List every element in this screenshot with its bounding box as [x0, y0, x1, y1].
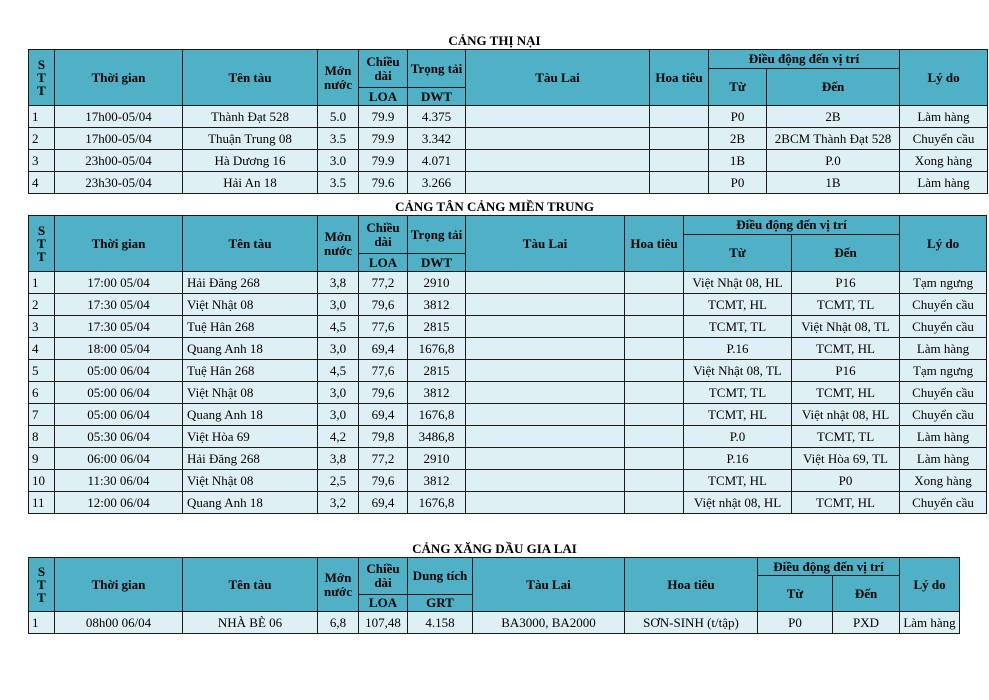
- cell-stt: 1: [29, 106, 55, 128]
- cell-time: 06:00 06/04: [55, 448, 183, 470]
- cell-ship-name: Quang Anh 18: [183, 338, 318, 360]
- cell-stt: 4: [29, 338, 55, 360]
- cell-loa: 79.9: [359, 128, 408, 150]
- header-capacity-unit: DWT: [408, 254, 466, 272]
- table-row: [29, 612, 960, 634]
- cell-to: TCMT, HL: [792, 492, 900, 514]
- header-time: Thời gian: [55, 50, 183, 106]
- cell-capacity: 1676,8: [408, 404, 466, 426]
- header-to: Đến: [833, 576, 900, 612]
- table-row: [29, 492, 987, 514]
- cell-from: 2B: [709, 128, 767, 150]
- cell-from: TCMT, HL: [684, 470, 792, 492]
- cell-loa: 69,4: [359, 338, 408, 360]
- table-row: [29, 360, 987, 382]
- cell-reason: Chuyển cầu: [900, 128, 988, 150]
- cell-tug: [466, 172, 650, 194]
- cell-reason: Chuyển cầu: [900, 382, 987, 404]
- cell-ship-name: Việt Hòa 69: [183, 426, 318, 448]
- cell-from: P0: [758, 612, 833, 634]
- cell-ship-name: Quang Anh 18: [183, 492, 318, 514]
- header-from: Từ: [684, 235, 792, 272]
- cell-reason: Làm hàng: [900, 338, 987, 360]
- header-tug: Tàu Lai: [473, 558, 625, 612]
- cell-reason: Chuyển cầu: [900, 404, 987, 426]
- cell-time: 11:30 06/04: [55, 470, 183, 492]
- cell-reason: Chuyển cầu: [900, 294, 987, 316]
- cell-draft: 3,0: [318, 404, 359, 426]
- header-length: Chiều dài: [359, 216, 408, 254]
- cell-stt: 6: [29, 382, 55, 404]
- cell-pilot: [625, 272, 684, 294]
- cell-loa: 79,6: [359, 294, 408, 316]
- cell-from: Việt Nhật 08, TL: [684, 360, 792, 382]
- cell-draft: 3,0: [318, 294, 359, 316]
- header-ship-name: Tên tàu: [183, 50, 318, 106]
- cell-loa: 79.9: [359, 150, 408, 172]
- cell-loa: 77,6: [359, 316, 408, 338]
- cell-capacity: 2815: [408, 316, 466, 338]
- cell-to: PXD: [833, 612, 900, 634]
- header-length-unit: LOA: [359, 595, 408, 612]
- table-row: [29, 470, 987, 492]
- header-stt: S T T: [29, 558, 55, 612]
- cell-capacity: 3812: [408, 470, 466, 492]
- cell-draft: 3.5: [318, 128, 359, 150]
- cell-tug: [466, 448, 625, 470]
- cell-from: TCMT, HL: [684, 294, 792, 316]
- table-row: [29, 316, 987, 338]
- cell-tug: [466, 272, 625, 294]
- cell-reason: Tạm ngưng: [900, 272, 987, 294]
- table-row: [29, 272, 987, 294]
- header-length: Chiều dài: [359, 558, 408, 595]
- cell-reason: Làm hàng: [900, 612, 960, 634]
- cell-reason: Tạm ngưng: [900, 360, 987, 382]
- cell-pilot: [625, 492, 684, 514]
- cell-pilot: SƠN-SINH (t/tập): [625, 612, 758, 634]
- table-row: [29, 150, 988, 172]
- table-row: [29, 382, 987, 404]
- header-stt: S T T: [29, 50, 55, 106]
- header-draft: Mớn nước: [318, 50, 359, 106]
- cell-ship-name: Thuận Trung 08: [183, 128, 318, 150]
- cell-ship-name: Quang Anh 18: [183, 404, 318, 426]
- cell-to: TCMT, HL: [792, 382, 900, 404]
- cell-capacity: 3812: [408, 382, 466, 404]
- header-move-position: Điều động đến vị trí: [758, 558, 900, 576]
- section-title-xang-dau-gia-lai: CẢNG XĂNG DẦU GIA LAI: [412, 541, 577, 556]
- cell-tug: [466, 492, 625, 514]
- cell-to: P.0: [767, 150, 900, 172]
- cell-to: P16: [792, 272, 900, 294]
- cell-draft: 3,8: [318, 448, 359, 470]
- cell-to: P0: [792, 470, 900, 492]
- cell-loa: 79.6: [359, 172, 408, 194]
- cell-to: Việt Nhật 08, TL: [792, 316, 900, 338]
- cell-loa: 79.9: [359, 106, 408, 128]
- header-time: Thời gian: [55, 558, 183, 612]
- cell-time: 17:30 05/04: [55, 316, 183, 338]
- header-move-position: Điều động đến vị trí: [709, 50, 900, 69]
- header-from: Từ: [758, 576, 833, 612]
- cell-capacity: 1676,8: [408, 492, 466, 514]
- header-length: Chiều dài: [359, 50, 408, 88]
- cell-ship-name: Tuệ Hân 268: [183, 316, 318, 338]
- cell-ship-name: Hà Dương 16: [183, 150, 318, 172]
- cell-stt: 1: [29, 612, 55, 634]
- cell-draft: 4,5: [318, 360, 359, 382]
- cell-ship-name: Hải Đăng 268: [183, 272, 318, 294]
- cell-loa: 77,2: [359, 448, 408, 470]
- cell-loa: 77,6: [359, 360, 408, 382]
- cell-from: P.16: [684, 338, 792, 360]
- cell-pilot: [625, 470, 684, 492]
- cell-time: 23h00-05/04: [55, 150, 183, 172]
- cell-tug: [466, 426, 625, 448]
- cell-stt: 10: [29, 470, 55, 492]
- schedule-table-tan-cang: [28, 215, 987, 514]
- header-stt: S T T: [29, 216, 55, 272]
- cell-from: 1B: [709, 150, 767, 172]
- header-to: Đến: [792, 235, 900, 272]
- cell-draft: 3,2: [318, 492, 359, 514]
- cell-stt: 1: [29, 272, 55, 294]
- cell-time: 08h00 06/04: [55, 612, 183, 634]
- section-title-tan-cang-mien-trung: CẢNG TÂN CẢNG MIỀN TRUNG: [395, 199, 594, 214]
- header-capacity-unit: DWT: [408, 88, 466, 106]
- cell-loa: 79,6: [359, 470, 408, 492]
- cell-reason: Làm hàng: [900, 426, 987, 448]
- header-to: Đến: [767, 69, 900, 106]
- cell-capacity: 2815: [408, 360, 466, 382]
- cell-tug: [466, 128, 650, 150]
- table-row: [29, 404, 987, 426]
- cell-time: 05:00 06/04: [55, 382, 183, 404]
- cell-to: 2B: [767, 106, 900, 128]
- cell-ship-name: Hải Đăng 268: [183, 448, 318, 470]
- cell-pilot: [625, 338, 684, 360]
- schedule-table-thi-nai: [28, 49, 988, 194]
- header-ship-name: Tên tàu: [183, 558, 318, 612]
- cell-from: TCMT, TL: [684, 316, 792, 338]
- cell-pilot: [625, 448, 684, 470]
- cell-stt: 5: [29, 360, 55, 382]
- cell-tug: BA3000, BA2000: [473, 612, 625, 634]
- cell-from: P.0: [684, 426, 792, 448]
- cell-ship-name: Việt Nhật 08: [183, 382, 318, 404]
- header-length-unit: LOA: [359, 88, 408, 106]
- cell-pilot: [625, 382, 684, 404]
- cell-pilot: [650, 172, 709, 194]
- cell-ship-name: Hải An 18: [183, 172, 318, 194]
- cell-from: P.16: [684, 448, 792, 470]
- header-capacity: Dung tích: [408, 558, 473, 595]
- cell-time: 12:00 06/04: [55, 492, 183, 514]
- cell-time: 17h00-05/04: [55, 128, 183, 150]
- cell-tug: [466, 106, 650, 128]
- cell-tug: [466, 150, 650, 172]
- header-capacity: Trọng tải: [408, 216, 466, 254]
- cell-from: Việt nhật 08, HL: [684, 492, 792, 514]
- cell-time: 05:00 06/04: [55, 404, 183, 426]
- cell-time: 05:30 06/04: [55, 426, 183, 448]
- cell-loa: 69,4: [359, 404, 408, 426]
- cell-reason: Làm hàng: [900, 106, 988, 128]
- cell-draft: 3,0: [318, 382, 359, 404]
- header-pilot: Hoa tiêu: [650, 50, 709, 106]
- cell-from: TCMT, TL: [684, 382, 792, 404]
- cell-from: P0: [709, 106, 767, 128]
- cell-reason: Làm hàng: [900, 172, 988, 194]
- cell-stt: 4: [29, 172, 55, 194]
- header-reason: Lý do: [900, 558, 960, 612]
- cell-tug: [466, 316, 625, 338]
- cell-draft: 3.5: [318, 172, 359, 194]
- cell-stt: 9: [29, 448, 55, 470]
- cell-loa: 107,48: [359, 612, 408, 634]
- header-pilot: Hoa tiêu: [625, 558, 758, 612]
- header-draft: Mớn nước: [318, 558, 359, 612]
- cell-stt: 3: [29, 316, 55, 338]
- cell-to: P16: [792, 360, 900, 382]
- cell-time: 17:30 05/04: [55, 294, 183, 316]
- cell-stt: 7: [29, 404, 55, 426]
- table-row: [29, 294, 987, 316]
- cell-ship-name: Thành Đạt 528: [183, 106, 318, 128]
- cell-tug: [466, 382, 625, 404]
- cell-time: 23h30-05/04: [55, 172, 183, 194]
- cell-ship-name: Việt Nhật 08: [183, 470, 318, 492]
- cell-ship-name: NHÀ BÈ 06: [183, 612, 318, 634]
- header-tug: Tàu Lai: [466, 50, 650, 106]
- header-ship-name: Tên tàu: [183, 216, 318, 272]
- cell-reason: Chuyển cầu: [900, 316, 987, 338]
- cell-draft: 4,5: [318, 316, 359, 338]
- cell-stt: 8: [29, 426, 55, 448]
- cell-tug: [466, 404, 625, 426]
- cell-tug: [466, 294, 625, 316]
- header-length-unit: LOA: [359, 254, 408, 272]
- cell-stt: 2: [29, 128, 55, 150]
- cell-draft: 5.0: [318, 106, 359, 128]
- cell-draft: 2,5: [318, 470, 359, 492]
- header-move-position: Điều động đến vị trí: [684, 216, 900, 235]
- table-row: [29, 426, 987, 448]
- header-reason: Lý do: [900, 50, 988, 106]
- header-capacity: Trọng tải: [408, 50, 466, 88]
- table-row: [29, 128, 988, 150]
- cell-to: Việt nhật 08, HL: [792, 404, 900, 426]
- header-draft: Mớn nước: [318, 216, 359, 272]
- cell-reason: Chuyển cầu: [900, 492, 987, 514]
- cell-capacity: 3486,8: [408, 426, 466, 448]
- cell-capacity: 1676,8: [408, 338, 466, 360]
- cell-time: 17h00-05/04: [55, 106, 183, 128]
- header-pilot: Hoa tiêu: [625, 216, 684, 272]
- cell-to: TCMT, TL: [792, 294, 900, 316]
- table-row: [29, 106, 988, 128]
- cell-pilot: [650, 106, 709, 128]
- cell-draft: 3.0: [318, 150, 359, 172]
- cell-capacity: 3.266: [408, 172, 466, 194]
- section-title-thi-nai: CẢNG THỊ NẠI: [448, 33, 541, 48]
- cell-pilot: [650, 150, 709, 172]
- cell-capacity: 3812: [408, 294, 466, 316]
- cell-to: 1B: [767, 172, 900, 194]
- cell-draft: 4,2: [318, 426, 359, 448]
- header-capacity-unit: GRT: [408, 595, 473, 612]
- cell-capacity: 4.375: [408, 106, 466, 128]
- cell-tug: [466, 360, 625, 382]
- cell-stt: 2: [29, 294, 55, 316]
- cell-loa: 77,2: [359, 272, 408, 294]
- cell-reason: Xong hàng: [900, 150, 988, 172]
- cell-draft: 6,8: [318, 612, 359, 634]
- cell-tug: [466, 470, 625, 492]
- header-reason: Lý do: [900, 216, 987, 272]
- header-from: Từ: [709, 69, 767, 106]
- header-tug: Tàu Lai: [466, 216, 625, 272]
- cell-time: 18:00 05/04: [55, 338, 183, 360]
- cell-stt: 11: [29, 492, 55, 514]
- cell-from: P0: [709, 172, 767, 194]
- schedule-table-xang-dau: [28, 557, 960, 634]
- cell-to: Việt Hòa 69, TL: [792, 448, 900, 470]
- cell-to: TCMT, HL: [792, 338, 900, 360]
- cell-loa: 69,4: [359, 492, 408, 514]
- cell-draft: 3,0: [318, 338, 359, 360]
- cell-from: Việt Nhật 08, HL: [684, 272, 792, 294]
- cell-from: TCMT, HL: [684, 404, 792, 426]
- cell-loa: 79,6: [359, 382, 408, 404]
- cell-to: 2BCM Thành Đạt 528: [767, 128, 900, 150]
- cell-reason: Xong hàng: [900, 470, 987, 492]
- cell-capacity: 2910: [408, 272, 466, 294]
- cell-time: 05:00 06/04: [55, 360, 183, 382]
- cell-ship-name: Tuệ Hân 268: [183, 360, 318, 382]
- table-row: [29, 448, 987, 470]
- cell-capacity: 4.071: [408, 150, 466, 172]
- cell-pilot: [625, 404, 684, 426]
- cell-capacity: 3.342: [408, 128, 466, 150]
- cell-pilot: [625, 316, 684, 338]
- cell-ship-name: Việt Nhật 08: [183, 294, 318, 316]
- cell-pilot: [625, 426, 684, 448]
- cell-capacity: 2910: [408, 448, 466, 470]
- cell-draft: 3,8: [318, 272, 359, 294]
- cell-loa: 79,8: [359, 426, 408, 448]
- table-row: [29, 338, 987, 360]
- cell-time: 17:00 05/04: [55, 272, 183, 294]
- header-time: Thời gian: [55, 216, 183, 272]
- cell-reason: Làm hàng: [900, 448, 987, 470]
- cell-pilot: [625, 360, 684, 382]
- cell-tug: [466, 338, 625, 360]
- cell-to: TCMT, TL: [792, 426, 900, 448]
- cell-pilot: [650, 128, 709, 150]
- cell-pilot: [625, 294, 684, 316]
- cell-capacity: 4.158: [408, 612, 473, 634]
- cell-stt: 3: [29, 150, 55, 172]
- table-row: [29, 172, 988, 194]
